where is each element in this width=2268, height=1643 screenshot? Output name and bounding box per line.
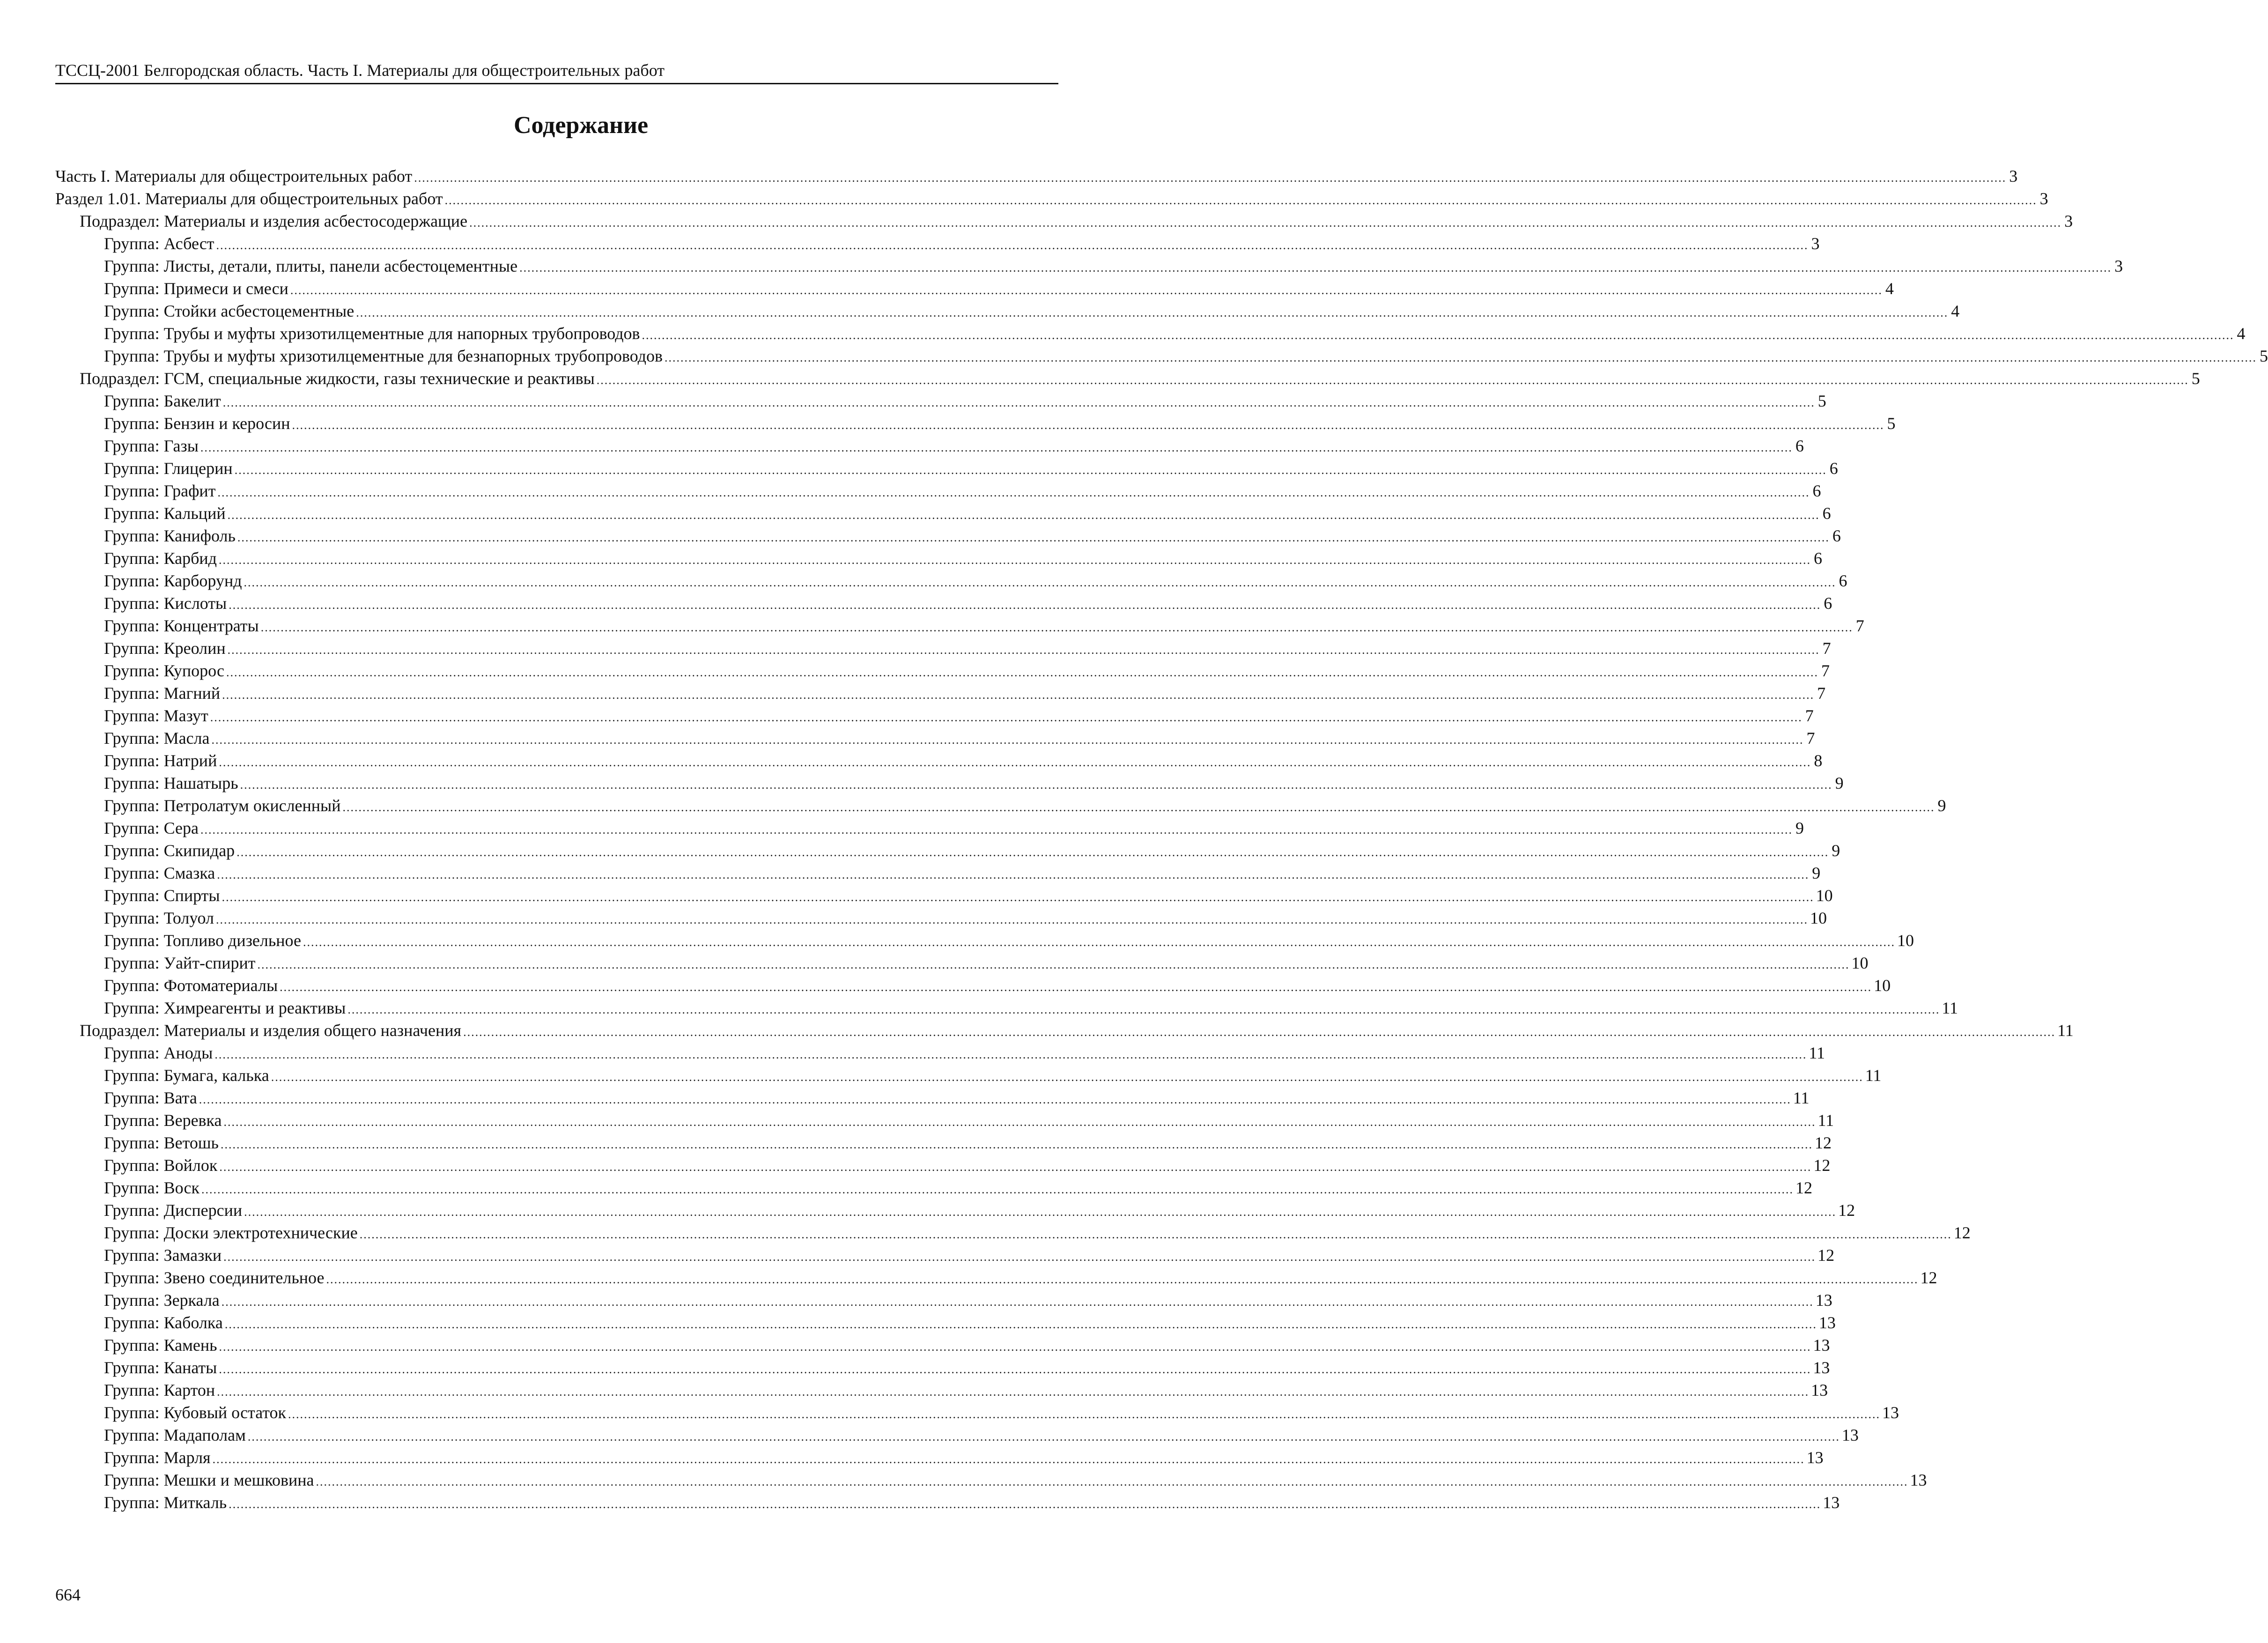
toc-entry-label: Группа: Карборунд <box>104 571 242 590</box>
toc-entry-page: 7 <box>1806 729 1815 747</box>
toc-entry-label: Группа: Картон <box>104 1381 215 1399</box>
toc-entry-label: Группа: Нашатырь <box>104 774 238 792</box>
toc-dot-leader: ................................................................................................................................................................................................................................................................................................................................................................................................................ <box>444 193 2037 207</box>
toc-entry-page: 13 <box>1910 1471 1927 1489</box>
toc-dot-leader: ................................................................................................................................................................................................................................................................................................................................................................................................................ <box>221 1295 1814 1309</box>
toc-dot-leader: ................................................................................................................................................................................................................................................................................................................................................................................................................ <box>271 1070 1863 1084</box>
toc-dot-leader: ................................................................................................................................................................................................................................................................................................................................................................................................................ <box>217 486 1810 499</box>
toc-dot-leader: ................................................................................................................................................................................................................................................................................................................................................................................................................ <box>356 306 1949 319</box>
toc-entry-page: 9 <box>1832 841 1840 860</box>
toc-entry[interactable] <box>55 704 1814 727</box>
toc-dot-leader: ................................................................................................................................................................................................................................................................................................................................................................................................................ <box>200 823 1793 836</box>
toc-entry-page: 10 <box>1816 886 1833 905</box>
toc-dot-leader: ................................................................................................................................................................................................................................................................................................................................................................................................................ <box>220 1138 1813 1151</box>
toc-entry[interactable] <box>55 727 1815 749</box>
table-of-contents <box>55 165 2268 1514</box>
toc-entry-page: 10 <box>1851 954 1869 972</box>
toc-entry-label: Группа: Бакелит <box>104 392 221 410</box>
toc-entry-page: 13 <box>1811 1381 1828 1399</box>
toc-entry-page: 12 <box>1795 1178 1812 1197</box>
toc-entry-label: Группа: Топливо дизельное <box>104 931 301 950</box>
toc-entry[interactable] <box>55 570 1847 592</box>
toc-entry-page: 12 <box>1813 1156 1831 1175</box>
toc-entry[interactable] <box>55 614 1864 637</box>
toc-dot-leader: ................................................................................................................................................................................................................................................................................................................................................................................................................ <box>642 328 2234 342</box>
toc-entry-page: 9 <box>1795 819 1804 837</box>
toc-dot-leader: ................................................................................................................................................................................................................................................................................................................................................................................................................ <box>359 1228 1952 1241</box>
toc-entry-page: 13 <box>1806 1448 1824 1467</box>
toc-entry-page: 6 <box>1812 481 1821 500</box>
toc-entry-label: Подраздел: Материалы и изделия асбестосодержащие <box>80 212 468 230</box>
toc-entry[interactable] <box>55 637 1831 659</box>
toc-entry-page: 7 <box>1817 684 1826 703</box>
toc-entry-label: Подраздел: Материалы и изделия общего назначения <box>80 1021 462 1040</box>
toc-entry[interactable] <box>55 1199 1855 1221</box>
toc-entry[interactable] <box>55 974 1891 997</box>
toc-entry-label: Группа: Ветошь <box>104 1133 219 1152</box>
toc-dot-leader: ................................................................................................................................................................................................................................................................................................................................................................................................................ <box>326 1273 1919 1286</box>
toc-entry[interactable] <box>55 1289 1832 1311</box>
toc-entry[interactable] <box>55 1177 1812 1199</box>
toc-entry[interactable] <box>55 1221 1971 1244</box>
toc-dot-leader: ................................................................................................................................................................................................................................................................................................................................................................................................................ <box>227 643 1820 657</box>
toc-entry-label: Группа: Трубы и муфты хризотилцементные для безнапорных трубопроводов <box>104 347 663 365</box>
toc-entry-label: Группа: Уайт-спирит <box>104 954 256 972</box>
toc-entry[interactable] <box>55 794 1946 817</box>
toc-entry[interactable] <box>55 1266 1937 1289</box>
toc-entry-label: Подраздел: ГСМ, специальные жидкости, газы технические и реактивы <box>80 369 595 388</box>
toc-dot-leader: ................................................................................................................................................................................................................................................................................................................................................................................................................ <box>217 1385 1810 1399</box>
toc-entry-page: 7 <box>1805 706 1814 725</box>
toc-entry[interactable] <box>55 232 1820 255</box>
toc-entry[interactable] <box>55 255 2123 277</box>
toc-entry-label: Группа: Газы <box>104 437 199 455</box>
toc-dot-leader: ................................................................................................................................................................................................................................................................................................................................................................................................................ <box>219 755 1811 769</box>
toc-entry[interactable] <box>55 367 2200 390</box>
toc-entry-page: 3 <box>2039 189 2048 208</box>
toc-dot-leader: ................................................................................................................................................................................................................................................................................................................................................................................................................ <box>288 1407 1881 1421</box>
toc-entry-label: Группа: Дисперсии <box>104 1201 243 1220</box>
toc-dot-leader: ................................................................................................................................................................................................................................................................................................................................................................................................................ <box>316 1475 1908 1488</box>
toc-entry-label: Группа: Канифоль <box>104 526 236 545</box>
toc-entry-label: Группа: Петролатум окисленный <box>104 796 341 815</box>
header-text: ТССЦ-2001 Белгородская область. Часть I. Материалы для общестроительных работ <box>55 61 665 80</box>
toc-entry-page: 11 <box>2057 1021 2074 1040</box>
toc-entry[interactable] <box>55 1356 1830 1379</box>
toc-entry[interactable] <box>55 435 1804 457</box>
toc-entry-label: Группа: Скипидар <box>104 841 235 860</box>
toc-entry[interactable] <box>55 547 1822 570</box>
toc-entry-label: Группа: Войлок <box>104 1156 218 1175</box>
toc-entry-page: 6 <box>1822 504 1831 523</box>
toc-entry-page: 5 <box>2260 347 2268 365</box>
toc-entry-label: Группа: Кислоты <box>104 594 227 613</box>
toc-dot-leader: ................................................................................................................................................................................................................................................................................................................................................................................................................ <box>219 1362 1811 1376</box>
toc-entry-label: Группа: Мазут <box>104 706 208 725</box>
toc-entry-label: Группа: Глицерин <box>104 459 233 478</box>
toc-entry[interactable] <box>55 480 1821 502</box>
toc-entry-page: 9 <box>1937 796 1946 815</box>
toc-entry[interactable] <box>55 277 1894 300</box>
toc-entry[interactable] <box>55 390 1826 412</box>
toc-dot-leader: ................................................................................................................................................................................................................................................................................................................................................................................................................ <box>210 710 1803 724</box>
toc-entry-page: 12 <box>1920 1268 1937 1287</box>
toc-dot-leader: ................................................................................................................................................................................................................................................................................................................................................................................................................ <box>219 553 1811 567</box>
toc-dot-leader: ................................................................................................................................................................................................................................................................................................................................................................................................................ <box>234 463 1827 477</box>
toc-entry-page: 13 <box>1813 1336 1830 1354</box>
toc-entry-page: 12 <box>1817 1246 1835 1265</box>
toc-dot-leader: ................................................................................................................................................................................................................................................................................................................................................................................................................ <box>200 441 1793 454</box>
toc-entry[interactable] <box>55 1311 1836 1334</box>
toc-entry-label: Группа: Мешки и мешковина <box>104 1471 314 1489</box>
toc-entry-page: 6 <box>1829 459 1838 478</box>
toc-entry[interactable] <box>55 839 1840 862</box>
toc-entry-page: 13 <box>1815 1291 1832 1310</box>
toc-entry-label: Группа: Миткаль <box>104 1493 227 1512</box>
toc-entry-page: 3 <box>2114 257 2123 275</box>
toc-entry-label: Группа: Асбест <box>104 234 214 253</box>
toc-entry-page: 5 <box>1887 414 1896 433</box>
toc-entry[interactable] <box>55 502 1831 525</box>
toc-dot-leader: ................................................................................................................................................................................................................................................................................................................................................................................................................ <box>236 845 1829 859</box>
toc-entry[interactable] <box>55 1109 1834 1132</box>
toc-entry[interactable] <box>55 1019 2074 1042</box>
toc-entry[interactable] <box>55 1469 1927 1491</box>
toc-entry[interactable] <box>55 1379 1828 1401</box>
toc-entry-page: 7 <box>1822 639 1831 658</box>
toc-entry-page: 9 <box>1812 864 1821 882</box>
toc-entry[interactable] <box>55 907 1827 929</box>
toc-dot-leader: ................................................................................................................................................................................................................................................................................................................................................................................................................ <box>222 688 1815 702</box>
toc-entry-label: Группа: Мадаполам <box>104 1426 246 1444</box>
toc-entry-page: 4 <box>1885 279 1894 298</box>
toc-entry-page: 7 <box>1855 616 1864 635</box>
toc-dot-leader: ................................................................................................................................................................................................................................................................................................................................................................................................................ <box>201 1183 1794 1196</box>
toc-entry[interactable] <box>55 1132 1832 1154</box>
toc-entry-label: Группа: Доски электротехнические <box>104 1223 358 1242</box>
toc-dot-leader: ................................................................................................................................................................................................................................................................................................................................................................................................................ <box>211 733 1804 747</box>
toc-entry[interactable] <box>55 997 1958 1019</box>
toc-entry[interactable] <box>55 525 1841 547</box>
toc-entry-label: Группа: Спирты <box>104 886 220 905</box>
toc-entry[interactable] <box>55 165 2018 187</box>
toc-entry[interactable] <box>55 659 1830 682</box>
toc-entry-page: 13 <box>1841 1426 1859 1444</box>
toc-entry-label: Раздел 1.01. Материалы для общестроительных работ <box>55 189 443 208</box>
toc-dot-leader: ................................................................................................................................................................................................................................................................................................................................................................................................................ <box>214 1048 1807 1061</box>
toc-dot-leader: ................................................................................................................................................................................................................................................................................................................................................................................................................ <box>224 1317 1817 1331</box>
toc-dot-leader: ................................................................................................................................................................................................................................................................................................................................................................................................................ <box>519 261 2112 274</box>
toc-dot-leader: ................................................................................................................................................................................................................................................................................................................................................................................................................ <box>665 351 2257 364</box>
toc-entry-page: 9 <box>1835 774 1844 792</box>
toc-entry[interactable] <box>55 1401 1899 1424</box>
toc-entry-page: 10 <box>1874 976 1891 995</box>
toc-entry-page: 12 <box>1814 1133 1832 1152</box>
toc-entry-page: 10 <box>1897 931 1914 950</box>
toc-entry-label: Группа: Зеркала <box>104 1291 220 1310</box>
toc-dot-leader: ................................................................................................................................................................................................................................................................................................................................................................................................................ <box>223 1250 1816 1264</box>
toc-dot-leader: ................................................................................................................................................................................................................................................................................................................................................................................................................ <box>244 576 1836 589</box>
toc-entry[interactable] <box>55 322 2246 345</box>
toc-entry[interactable] <box>55 817 1804 839</box>
toc-entry-label: Группа: Креолин <box>104 639 226 658</box>
toc-entry[interactable] <box>55 1064 1882 1087</box>
toc-entry-page: 13 <box>1813 1358 1830 1377</box>
toc-entry[interactable] <box>55 1244 1835 1266</box>
toc-entry[interactable] <box>55 749 1823 772</box>
toc-entry-page: 13 <box>1882 1403 1899 1422</box>
toc-entry-label: Часть I. Материалы для общестроительных работ <box>55 167 413 185</box>
toc-entry-label: Группа: Воск <box>104 1178 199 1197</box>
toc-dot-leader: ................................................................................................................................................................................................................................................................................................................................................................................................................ <box>257 958 1850 971</box>
toc-entry-page: 6 <box>1814 549 1822 568</box>
toc-entry-page: 11 <box>1942 999 1958 1017</box>
toc-dot-leader: ................................................................................................................................................................................................................................................................................................................................................................................................................ <box>216 238 1809 252</box>
toc-entry-page: 6 <box>1839 571 1847 590</box>
toc-dot-leader: ................................................................................................................................................................................................................................................................................................................................................................................................................ <box>342 800 1935 814</box>
toc-entry-label: Группа: Стойки асбестоцементные <box>104 302 355 320</box>
toc-entry-page: 11 <box>1793 1088 1810 1107</box>
toc-entry-page: 10 <box>1810 909 1827 927</box>
toc-dot-leader: ................................................................................................................................................................................................................................................................................................................................................................................................................ <box>240 778 1832 792</box>
toc-dot-leader: ................................................................................................................................................................................................................................................................................................................................................................................................................ <box>280 980 1872 994</box>
toc-entry-page: 11 <box>1865 1066 1882 1085</box>
toc-dot-leader: ................................................................................................................................................................................................................................................................................................................................................................................................................ <box>217 868 1810 881</box>
toc-dot-leader: ................................................................................................................................................................................................................................................................................................................................................................................................................ <box>347 1003 1940 1016</box>
toc-dot-leader: ................................................................................................................................................................................................................................................................................................................................................................................................................ <box>247 1430 1840 1443</box>
toc-entry-label: Группа: Натрий <box>104 751 217 770</box>
toc-entry-label: Группа: Аноды <box>104 1044 213 1062</box>
toc-entry-label: Группа: Фотоматериалы <box>104 976 278 995</box>
toc-entry-page: 6 <box>1832 526 1841 545</box>
toc-entry-label: Группа: Камень <box>104 1336 217 1354</box>
toc-dot-leader: ................................................................................................................................................................................................................................................................................................................................................................................................................ <box>226 666 1819 679</box>
toc-entry[interactable] <box>55 682 1826 704</box>
toc-entry-label: Группа: Веревка <box>104 1111 222 1130</box>
toc-dot-leader: ................................................................................................................................................................................................................................................................................................................................................................................................................ <box>219 1340 1811 1354</box>
toc-entry-label: Группа: Сера <box>104 819 199 837</box>
toc-entry-page: 7 <box>1821 661 1830 680</box>
toc-entry-label: Группа: Замазки <box>104 1246 222 1265</box>
toc-dot-leader: ................................................................................................................................................................................................................................................................................................................................................................................................................ <box>229 1497 1821 1511</box>
toc-entry-label: Группа: Марля <box>104 1448 211 1467</box>
toc-dot-leader: ................................................................................................................................................................................................................................................................................................................................................................................................................ <box>227 508 1820 522</box>
toc-entry[interactable] <box>55 862 1821 884</box>
toc-entry-label: Группа: Толуол <box>104 909 214 927</box>
toc-entry[interactable] <box>55 187 2048 210</box>
toc-entry[interactable] <box>55 952 1869 974</box>
toc-entry-page: 3 <box>2064 212 2073 230</box>
toc-entry-label: Группа: Смазка <box>104 864 215 882</box>
toc-dot-leader: ................................................................................................................................................................................................................................................................................................................................................................................................................ <box>244 1205 1837 1219</box>
toc-dot-leader: ................................................................................................................................................................................................................................................................................................................................................................................................................ <box>469 216 2062 229</box>
toc-dot-leader: ................................................................................................................................................................................................................................................................................................................................................................................................................ <box>292 418 1884 432</box>
toc-entry-label: Группа: Бумага, калька <box>104 1066 269 1085</box>
toc-entry[interactable] <box>55 300 1960 322</box>
toc-entry-page: 3 <box>2009 167 2018 185</box>
toc-dot-leader: ................................................................................................................................................................................................................................................................................................................................................................................................................ <box>223 1115 1816 1129</box>
toc-entry[interactable] <box>55 1491 1840 1514</box>
toc-entry-label: Группа: Канаты <box>104 1358 217 1377</box>
toc-entry-label: Группа: Кальций <box>104 504 226 523</box>
toc-entry[interactable] <box>55 884 1833 907</box>
toc-dot-leader: ................................................................................................................................................................................................................................................................................................................................................................................................................ <box>414 171 2007 185</box>
toc-dot-leader: ................................................................................................................................................................................................................................................................................................................................................................................................................ <box>290 283 1883 297</box>
page-title: Содержание <box>513 112 649 139</box>
toc-dot-leader: ................................................................................................................................................................................................................................................................................................................................................................................................................ <box>212 1452 1805 1466</box>
toc-entry-page: 6 <box>1795 437 1804 455</box>
toc-entry-label: Группа: Вата <box>104 1088 197 1107</box>
toc-entry-page: 12 <box>1838 1201 1855 1220</box>
toc-entry[interactable] <box>55 412 1896 435</box>
toc-entry-label: Группа: Кубовый остаток <box>104 1403 287 1422</box>
toc-entry-page: 11 <box>1809 1044 1825 1062</box>
toc-entry[interactable] <box>55 929 1914 952</box>
toc-entry[interactable] <box>55 1334 1830 1356</box>
toc-dot-leader: ................................................................................................................................................................................................................................................................................................................................................................................................................ <box>199 1093 1791 1106</box>
toc-entry-page: 3 <box>1811 234 1820 253</box>
toc-entry-label: Группа: Графит <box>104 481 216 500</box>
toc-dot-leader: ................................................................................................................................................................................................................................................................................................................................................................................................................ <box>215 913 1808 926</box>
toc-entry-page: 8 <box>1814 751 1823 770</box>
toc-dot-leader: ................................................................................................................................................................................................................................................................................................................................................................................................................ <box>237 531 1830 544</box>
toc-entry[interactable] <box>55 592 1832 614</box>
toc-dot-leader: ................................................................................................................................................................................................................................................................................................................................................................................................................ <box>222 890 1814 904</box>
toc-dot-leader: ................................................................................................................................................................................................................................................................................................................................................................................................................ <box>229 598 1821 612</box>
toc-entry-page: 6 <box>1824 594 1832 613</box>
toc-entry-label: Группа: Примеси и смеси <box>104 279 288 298</box>
toc-entry-page: 4 <box>2237 324 2246 343</box>
page-number: 664 <box>55 1585 81 1604</box>
toc-entry[interactable] <box>55 1446 1824 1469</box>
toc-entry-label: Группа: Купорос <box>104 661 225 680</box>
toc-entry-label: Группа: Бензин и керосин <box>104 414 290 433</box>
toc-dot-leader: ................................................................................................................................................................................................................................................................................................................................................................................................................ <box>303 935 1895 949</box>
toc-entry-label: Группа: Карбид <box>104 549 217 568</box>
toc-entry[interactable] <box>55 210 2073 232</box>
toc-entry-page: 11 <box>1817 1111 1834 1130</box>
toc-entry-label: Группа: Трубы и муфты хризотилцементные для напорных трубопроводов <box>104 324 640 343</box>
toc-entry[interactable] <box>55 1424 1859 1446</box>
toc-entry-page: 12 <box>1953 1223 1971 1242</box>
toc-entry-page: 5 <box>1817 392 1826 410</box>
toc-entry-label: Группа: Химреагенты и реактивы <box>104 999 346 1017</box>
toc-entry-label: Группа: Каболка <box>104 1313 223 1332</box>
toc-entry-page: 5 <box>2191 369 2200 388</box>
toc-entry[interactable] <box>55 1087 1810 1109</box>
toc-dot-leader: ................................................................................................................................................................................................................................................................................................................................................................................................................ <box>222 396 1815 409</box>
toc-dot-leader: ................................................................................................................................................................................................................................................................................................................................................................................................................ <box>219 1160 1812 1174</box>
toc-entry-label: Группа: Листы, детали, плиты, панели асбестоцементные <box>104 257 518 275</box>
toc-entry[interactable] <box>55 345 2268 367</box>
toc-entry-page: 13 <box>1818 1313 1836 1332</box>
toc-entry-label: Группа: Масла <box>104 729 210 747</box>
toc-entry-label: Группа: Концентраты <box>104 616 259 635</box>
toc-dot-leader: ................................................................................................................................................................................................................................................................................................................................................................................................................ <box>260 621 1853 634</box>
toc-entry[interactable] <box>55 772 1844 794</box>
toc-entry[interactable] <box>55 457 1838 480</box>
toc-entry-page: 13 <box>1823 1493 1840 1512</box>
running-header <box>55 60 1058 84</box>
toc-dot-leader: ................................................................................................................................................................................................................................................................................................................................................................................................................ <box>596 373 2189 387</box>
toc-dot-leader: ................................................................................................................................................................................................................................................................................................................................................................................................................ <box>463 1025 2056 1039</box>
toc-entry[interactable] <box>55 1154 1831 1177</box>
toc-entry-page: 4 <box>1951 302 1960 320</box>
toc-entry-label: Группа: Магний <box>104 684 221 703</box>
toc-entry-label: Группа: Звено соединительное <box>104 1268 325 1287</box>
toc-entry[interactable] <box>55 1042 1825 1064</box>
